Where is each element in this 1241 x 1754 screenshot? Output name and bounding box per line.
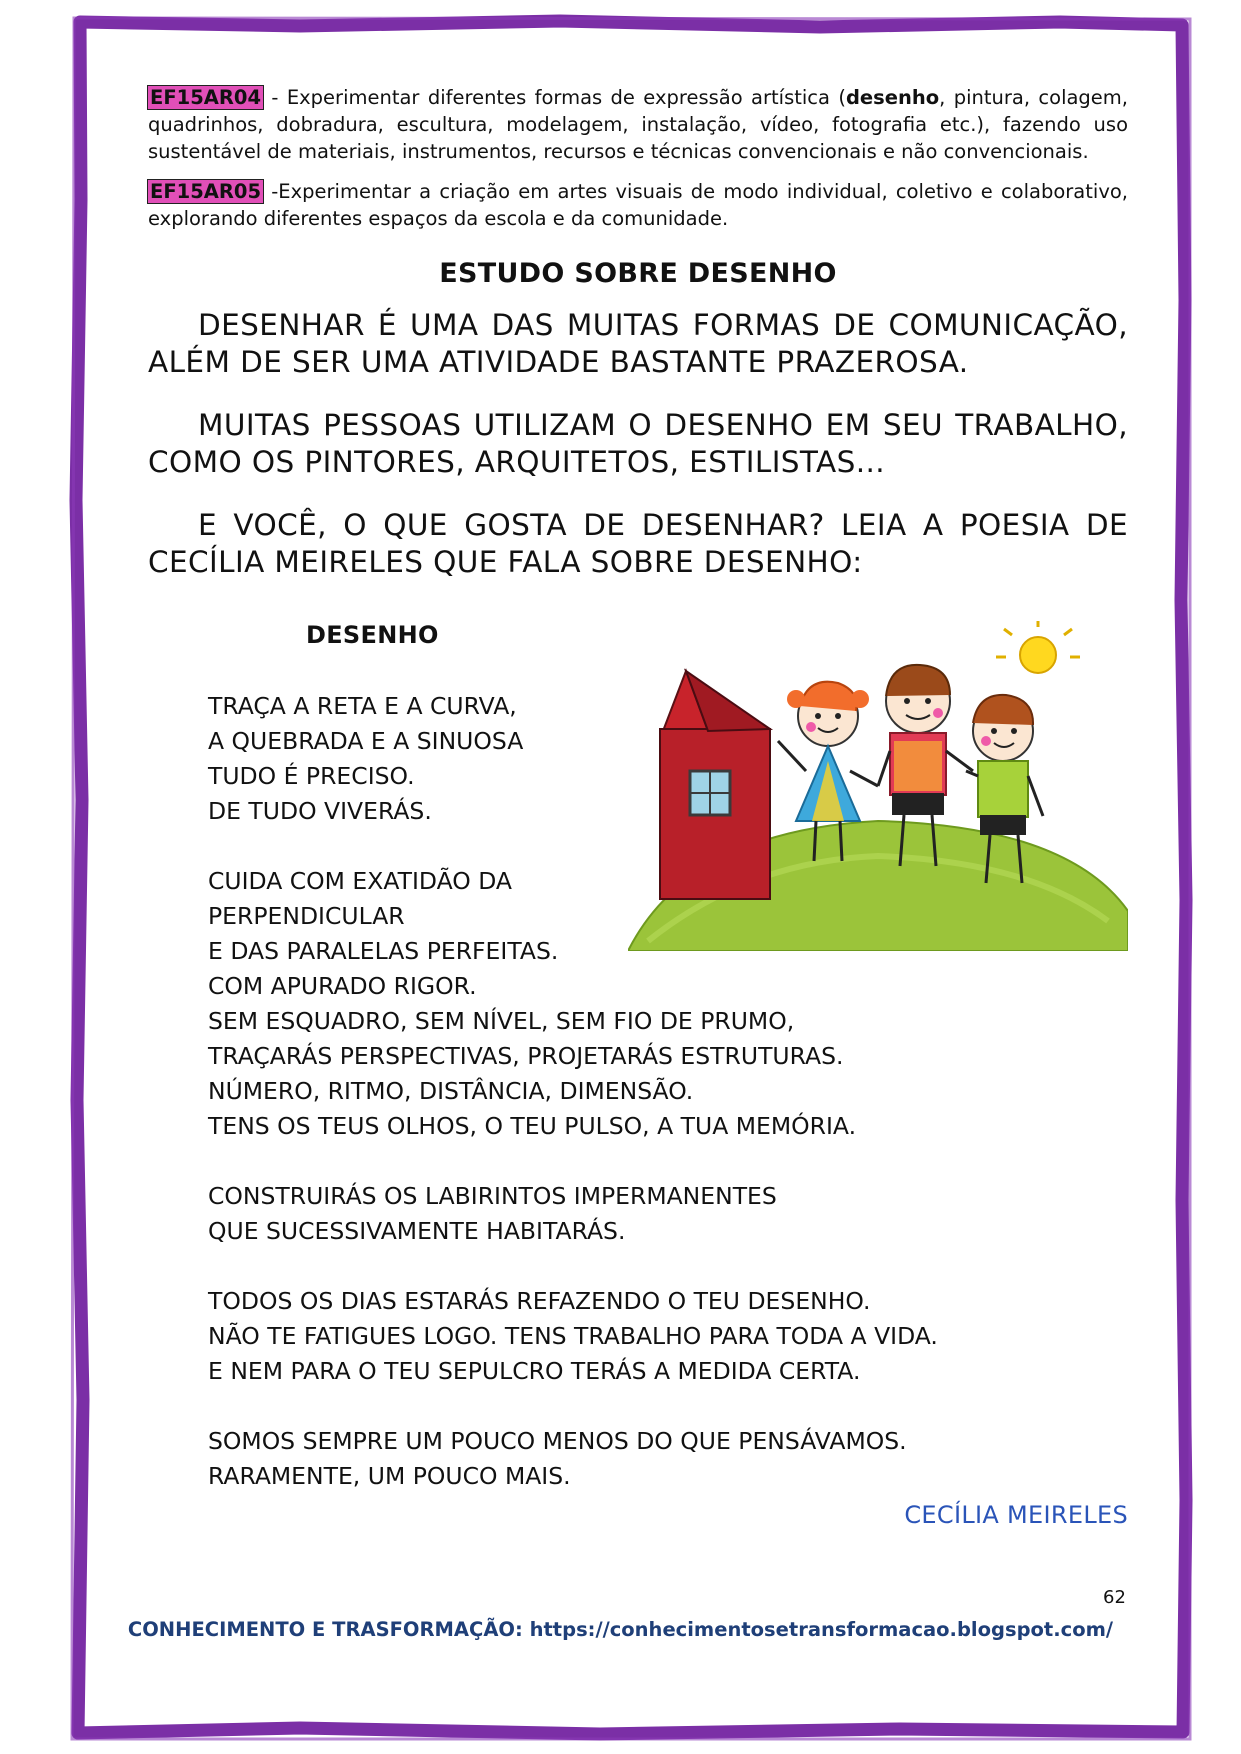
poem-line: TODOS OS DIAS ESTARÁS REFAZENDO O TEU DESENHO. (208, 1287, 871, 1315)
poem-stanza (208, 864, 1108, 1144)
poem-line: COM APURADO RIGOR. (208, 972, 477, 1000)
poem-section (148, 621, 1128, 1529)
intro-paragraph: DESENHAR É UMA DAS MUITAS FORMAS DE COMUNICAÇÃO, ALÉM DE SER UMA ATIVIDADE BASTANTE PRAZEROSA. (148, 308, 1128, 379)
poem-line: E NEM PARA O TEU SEPULCRO TERÁS A MEDIDA CERTA. (208, 1357, 861, 1385)
footer-link[interactable]: CONHECIMENTO E TRASFORMAÇÃO: https://conhecimentosetransformacao.blogspot.com/ (127, 1618, 1114, 1641)
poem-line: TRAÇARÁS PERSPECTIVAS, PROJETARÁS ESTRUTURAS. (208, 1042, 844, 1070)
intro-paragraph: MUITAS PESSOAS UTILIZAM O DESENHO EM SEU TRABALHO, COMO OS PINTORES, ARQUITETOS, ESTILISTAS... (148, 408, 1128, 479)
bncc-skill-ef15ar05 (148, 178, 1128, 232)
poem-line: SEM ESQUADRO, SEM NÍVEL, SEM FIO DE PRUMO, (208, 1007, 795, 1035)
poem-line: CUIDA COM EXATIDÃO DA (208, 867, 512, 895)
poem-line: SOMOS SEMPRE UM POUCO MENOS DO QUE PENSÁVAMOS. (208, 1427, 907, 1455)
skill-text-bold: desenho (845, 86, 940, 109)
poem-title: DESENHO (306, 621, 439, 649)
poem-line: A QUEBRADA E A SINUOSA (208, 727, 524, 755)
skill-code: EF15AR04 (150, 86, 262, 109)
poem-line: TRAÇA A RETA E A CURVA, (208, 692, 517, 720)
poem-body (208, 689, 1108, 1529)
poem-author: CECÍLIA MEIRELES (904, 1501, 1128, 1529)
poem-line: DE TUDO VIVERÁS. (208, 797, 432, 825)
poem-line: NÃO TE FATIGUES LOGO. TENS TRABALHO PARA TODA A VIDA. (208, 1322, 938, 1350)
poem-stanza (208, 1179, 1108, 1249)
poem-line: PERPENDICULAR (208, 902, 405, 930)
skill-text: - Experimentar diferentes formas de expressão artística ( (263, 86, 846, 109)
bncc-skill-ef15ar04 (148, 84, 1128, 165)
poem-stanza (208, 689, 1108, 829)
poem-line: RARAMENTE, UM POUCO MAIS. (208, 1462, 571, 1490)
sun (1020, 637, 1056, 673)
intro-paragraph: E VOCÊ, O QUE GOSTA DE DESENHAR? LEIA A POESIA DE CECÍLIA MEIRELES QUE FALA SOBRE DESENHO: (148, 508, 1128, 579)
skill-text: -Experimentar a criação em artes visuais de modo individual, coletivo e colaborativo, explorando diferentes espaços da escola e da comunidade. (148, 180, 1128, 230)
poem-line: NÚMERO, RITMO, DISTÂNCIA, DIMENSÃO. (208, 1077, 694, 1105)
poem-line: TENS OS TEUS OLHOS, O TEU PULSO, A TUA MEMÓRIA. (208, 1112, 857, 1140)
poem-line: CONSTRUIRÁS OS LABIRINTOS IMPERMANENTES (208, 1182, 777, 1210)
page-content (148, 84, 1129, 1529)
skill-text: , pintura, colagem, quadrinhos, dobradura, escultura, modelagem, instalação, vídeo, fotografia etc.), fazendo uso sustentável de materiais, instrumentos, recursos e técnicas convencionais e não convencionais. (148, 86, 1129, 163)
skill-code: EF15AR05 (150, 180, 262, 203)
poem-stanza (208, 1284, 1108, 1389)
poem-stanza (208, 1424, 1108, 1494)
page-title: ESTUDO SOBRE DESENHO (439, 258, 837, 289)
page-number: 62 (1103, 1587, 1126, 1608)
poem-line: QUE SUCESSIVAMENTE HABITARÁS. (208, 1217, 626, 1245)
poem-line: E DAS PARALELAS PERFEITAS. (208, 937, 559, 965)
poem-line: TUDO É PRECISO. (208, 762, 415, 790)
